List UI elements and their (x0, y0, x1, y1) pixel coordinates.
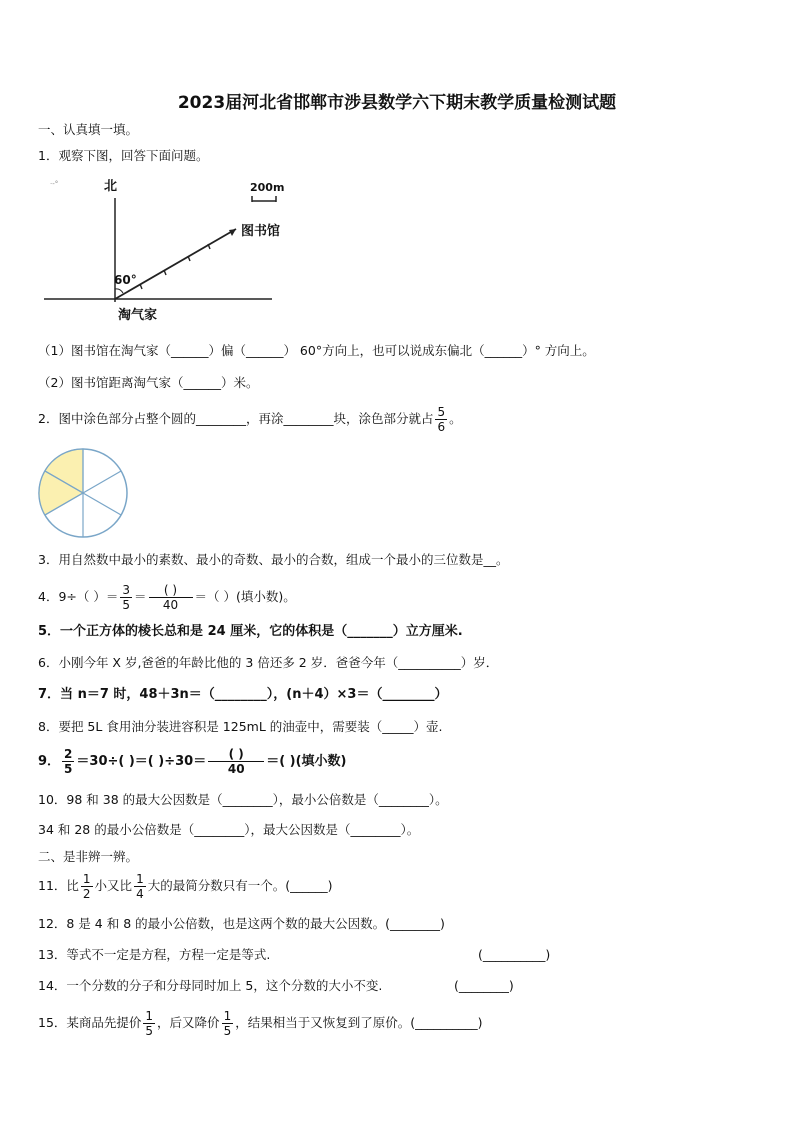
question-14-answer-blank[interactable]: (________) (454, 978, 514, 993)
question-2: 2．图中涂色部分占整个圆的________，再涂________块，涂色部分就占 $\frac{5}{6}$ 。 (38, 405, 462, 434)
question-14: 14．一个分数的分子和分母同时加上 5，这个分数的大小不变. (38, 978, 383, 993)
fraction: $\frac{5}{6}$ (437, 405, 446, 434)
home-label: 淘气家 (118, 308, 158, 323)
scale-label: 200m (250, 181, 285, 194)
tick-mark (164, 270, 166, 275)
angle-arc (115, 289, 123, 293)
question-11: 11．比 $\frac{1}{2}$ 小又比 $\frac{1}{4}$ 大的最简分数只有一个。(______) (38, 872, 333, 901)
question-6: 6．小刚今年 X 岁,爸爸的年龄比他的 3 倍还多 2 岁．爸爸今年（__________）岁． (38, 655, 499, 670)
question-3: 3．用自然数中最小的素数、最小的奇数、最小的合数，组成一个最小的三位数是__。 (38, 552, 509, 567)
tick-mark (140, 284, 142, 289)
question-7: 7．当 n＝7 时，48＋3n＝（________），(n＋4）×3＝（________） (38, 687, 448, 702)
question-9: 9． $\frac{2}{5}$ ＝30÷( )＝( )÷30＝ $\frac{( )}{40}$ ＝( )(填小数) (38, 747, 347, 776)
question-10-part-2: 34 和 28 的最小公倍数是（________），最大公因数是（________）。 (38, 822, 420, 837)
page-title: 2023届河北省邯郸市涉县数学六下期末教学质量检测试题 (177, 93, 617, 113)
section-1-heading: 一、认真填一填。 (38, 122, 139, 137)
question-1: 1．观察下图，回答下面问题。 (38, 148, 209, 163)
question-10-part-1: 10．98 和 38 的最大公因数是（________），最小公倍数是（________）。 (38, 792, 448, 807)
library-ray (115, 229, 236, 299)
question-12: 12．8 是 4 和 8 的最小公倍数，也是这两个数的最大公因数。(________) (38, 916, 445, 931)
section-2-heading: 二、是非辨一辨。 (38, 849, 139, 864)
library-label: 图书馆 (241, 224, 281, 239)
circle-figure (36, 446, 130, 540)
question-4: 4．9÷（ ）＝ $\frac{3}{5}$ ＝ $\frac{( )}{40}$ ＝（ ）(填小数)。 (38, 583, 296, 612)
question-5: 5．一个正方体的棱长总和是 24 厘米，它的体积是（_______）立方厘米. (38, 624, 463, 639)
question-1-part-1: （1）图书馆在淘气家（______）偏（______） 60°方向上，也可以说成东偏北（______）° 方向上。 (38, 343, 595, 358)
question-1-part-2: （2）图书馆距离淘气家（______）米。 (38, 375, 259, 390)
angle-label: 60° (114, 273, 137, 287)
question-15: 15．某商品先提价 $\frac{1}{5}$ ，后又降价 $\frac{1}{5}$ ，结果相当于又恢复到了原价。(__________) (38, 1009, 483, 1038)
question-13: 13．等式不一定是方程，方程一定是等式. (38, 947, 271, 962)
question-13-answer-blank[interactable]: (__________) (478, 947, 551, 962)
scan-mark: ·-° (50, 180, 59, 188)
north-label: 北 (104, 179, 118, 194)
question-8: 8．要把 5L 食用油分装进容积是 125mL 的油壶中，需要装（_____）壶. (38, 719, 443, 734)
direction-diagram (40, 176, 310, 326)
